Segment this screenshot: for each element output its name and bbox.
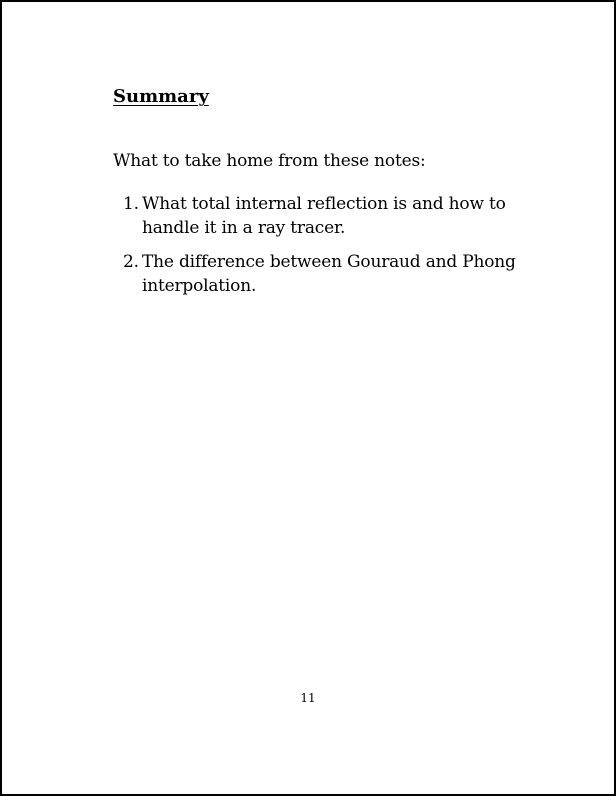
list-item-text: The difference between Gouraud and Phong interpolation. [142, 252, 516, 296]
list-item-text: What total internal reflection is and how to handle it in a ray tracer. [142, 194, 506, 238]
intro-text: What to take home from these notes: [113, 151, 426, 171]
section-heading: Summary [113, 86, 209, 107]
summary-list [123, 192, 523, 308]
page-number: 11 [300, 691, 316, 705]
list-item-number: 1. [123, 194, 139, 214]
list-item [123, 192, 523, 240]
list-item [123, 250, 523, 298]
list-item-number: 2. [123, 252, 139, 272]
